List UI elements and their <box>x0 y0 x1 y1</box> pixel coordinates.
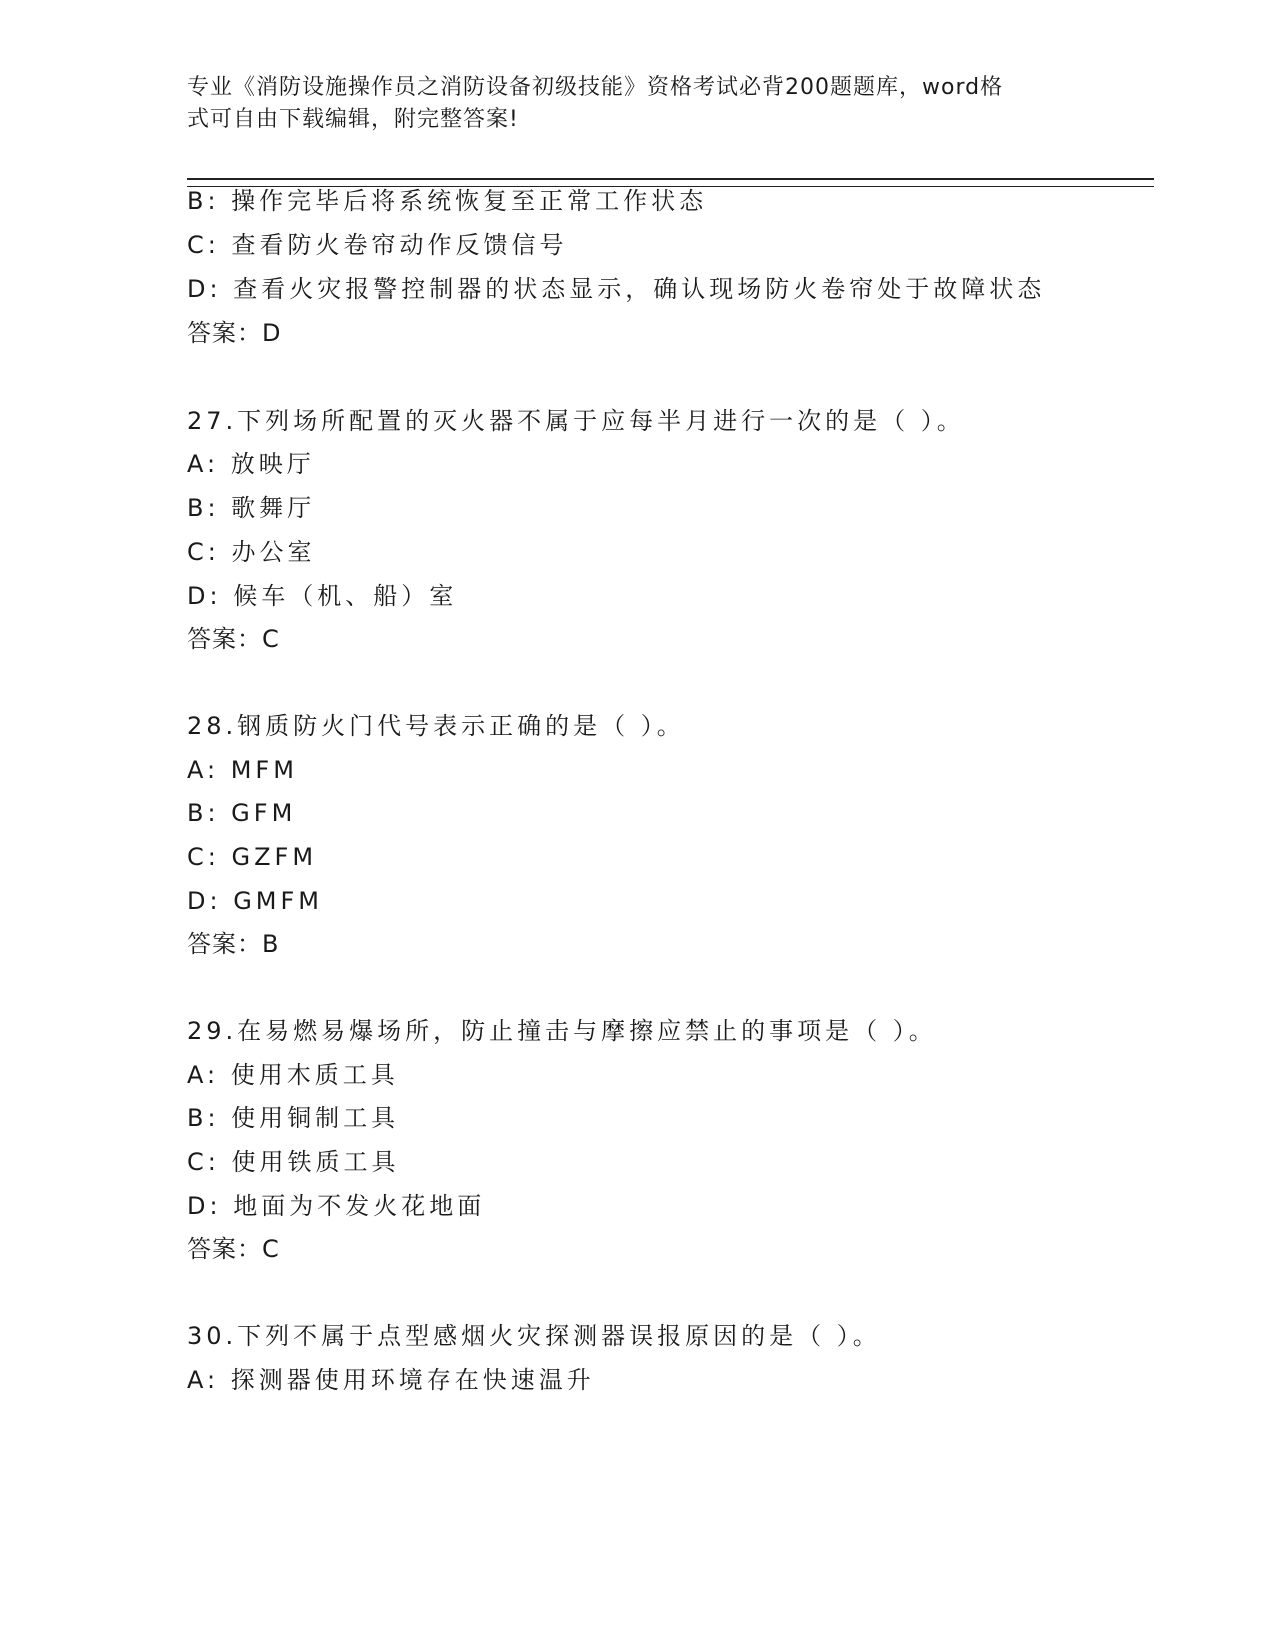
q28-option-a: A: MFM <box>187 756 298 784</box>
q27-option-d: D: 候车（机、船）室 <box>187 582 458 610</box>
q29-answer: 答案：C <box>187 1235 280 1263</box>
q28-option-b: B: GFM <box>187 799 297 827</box>
q29-option-d: D: 地面为不发火花地面 <box>187 1192 486 1220</box>
prev-answer: 答案：D <box>187 319 282 347</box>
q28-question: 28.钢质防火门代号表示正确的是（ ）。 <box>187 712 685 740</box>
q30-option-a: A: 探测器使用环境存在快速温升 <box>187 1366 595 1394</box>
q27-question: 27.下列场所配置的灭火器不属于应每半月进行一次的是（ ）。 <box>187 407 965 435</box>
q29-option-c: C: 使用铁质工具 <box>187 1148 400 1176</box>
q27-option-c: C: 办公室 <box>187 538 316 566</box>
q30-question: 30.下列不属于点型感烟火灾探测器误报原因的是（ ）。 <box>187 1322 881 1350</box>
header-line-1: 专业《消防设施操作员之消防设备初级技能》资格考试必背200题题库，word格 <box>187 75 1004 100</box>
q29-option-a: A: 使用木质工具 <box>187 1061 399 1089</box>
q27-answer: 答案：C <box>187 625 280 653</box>
q29-question: 29.在易燃易爆场所，防止撞击与摩擦应禁止的事项是（ ）。 <box>187 1017 937 1045</box>
q29-option-b: B: 使用铜制工具 <box>187 1104 400 1132</box>
q27-option-b: B: 歌舞厅 <box>187 494 316 522</box>
q28-answer: 答案：B <box>187 930 280 958</box>
header-line-2: 式可自由下载编辑，附完整答案! <box>187 107 519 132</box>
document-header <box>187 72 1067 136</box>
q28-option-c: C: GZFM <box>187 843 318 871</box>
prev-option-c: C: 查看防火卷帘动作反馈信号 <box>187 231 568 259</box>
q28-option-d: D: GMFM <box>187 887 324 915</box>
q27-option-a: A: 放映厅 <box>187 450 315 478</box>
prev-option-b: B: 操作完毕后将系统恢复至正常工作状态 <box>187 187 708 215</box>
prev-option-d: D: 查看火灾报警控制器的状态显示，确认现场防火卷帘处于故障状态 <box>187 275 1046 303</box>
